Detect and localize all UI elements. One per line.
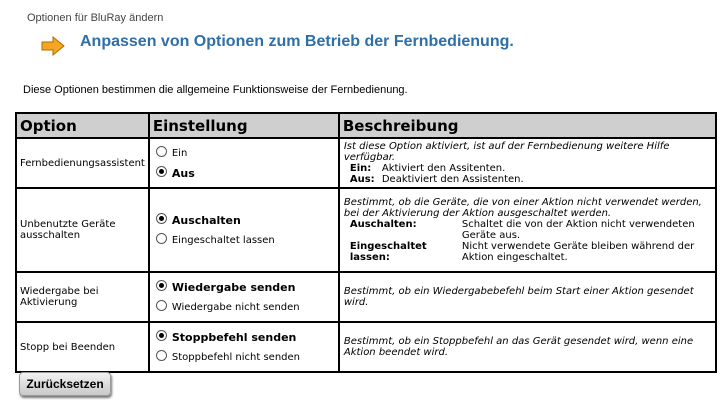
page-title: Anpassen von Optionen zum Betrieb der Fernbedienung. xyxy=(80,33,514,50)
radio-option-auschalten[interactable] xyxy=(156,210,332,230)
definition-text: Aktiviert den Assitenten. xyxy=(381,163,506,174)
radio-label: Ein xyxy=(171,147,188,159)
option-name: Stopp bei Beenden xyxy=(16,322,149,372)
radio-label: Auschalten xyxy=(171,213,241,227)
radio-option-eingeschaltet-lassen[interactable] xyxy=(156,230,332,250)
radio-label: Wiedergabe senden xyxy=(171,280,296,294)
radio-option-ein[interactable] xyxy=(156,143,332,163)
option-name: Unbenutzte Geräte ausschalten xyxy=(16,188,149,272)
definition-text: Schaltet die von der Aktion nicht verwendeten Geräte aus. xyxy=(461,219,695,241)
description-text: Bestimmt, ob die Geräte, die von einer Aktion nicht verwendet werden, bei der Aktivierung der Aktion ausgeschaltet werden. xyxy=(343,197,702,219)
radio-button[interactable] xyxy=(156,300,167,311)
table-row xyxy=(16,272,716,322)
options-table xyxy=(15,112,717,373)
setting-cell xyxy=(149,188,339,272)
option-name: Wiedergabe bei Aktivierung xyxy=(16,272,149,322)
definition-row xyxy=(350,219,711,241)
radio-option-wiedergabe-senden[interactable] xyxy=(156,277,332,297)
definition-term: Aus: xyxy=(349,174,375,185)
definition-row xyxy=(350,163,711,174)
radio-button-selected[interactable] xyxy=(156,166,167,177)
radio-option-stoppbefehl-senden[interactable] xyxy=(156,327,332,347)
header-description: Beschreibung xyxy=(339,113,716,138)
description-cell xyxy=(339,188,716,272)
table-row xyxy=(16,138,716,188)
table-header-row xyxy=(16,113,716,138)
radio-button[interactable] xyxy=(156,350,167,361)
definition-text: Nicht verwendete Geräte bleiben während der Aktion eingeschaltet. xyxy=(461,241,695,263)
description-cell xyxy=(339,322,716,372)
option-name: Fernbedienungsassistent xyxy=(16,138,149,188)
radio-option-stoppbefehl-nicht-senden[interactable] xyxy=(156,347,332,367)
reset-button[interactable]: Zurücksetzen xyxy=(19,372,111,396)
radio-button-selected[interactable] xyxy=(156,330,167,341)
description-text: Ist diese Option aktiviert, ist auf der Fernbedienung weitere Hilfe verfügbar. xyxy=(343,141,670,163)
arrow-right-icon xyxy=(41,36,65,56)
setting-cell xyxy=(149,272,339,322)
radio-label: Aus xyxy=(171,166,195,180)
radio-button[interactable] xyxy=(156,146,167,157)
radio-label: Eingeschaltet lassen xyxy=(171,234,275,246)
radio-button-selected[interactable] xyxy=(156,213,167,224)
header-option: Option xyxy=(16,113,149,138)
description-text: Bestimmt, ob ein Stoppbefehl an das Gerät gesendet wird, wenn eine Aktion beendet wird. xyxy=(343,336,694,358)
radio-label: Stoppbefehl senden xyxy=(171,330,297,344)
description-text: Bestimmt, ob ein Wiedergabebefehl beim Start einer Aktion gesendet wird. xyxy=(343,286,694,308)
description-cell xyxy=(339,138,716,188)
radio-option-aus[interactable] xyxy=(156,163,332,183)
definition-row xyxy=(350,241,711,263)
intro-text: Diese Optionen bestimmen die allgemeine Funktionsweise der Fernbedienung. xyxy=(23,84,408,96)
header-setting: Einstellung xyxy=(149,113,339,138)
setting-cell xyxy=(149,322,339,372)
definition-text: Deaktiviert den Assistenten. xyxy=(381,174,524,185)
radio-option-wiedergabe-nicht-senden[interactable] xyxy=(156,297,332,317)
radio-button[interactable] xyxy=(156,233,167,244)
definition-term: Ein: xyxy=(349,163,372,174)
radio-label: Wiedergabe nicht senden xyxy=(171,301,300,313)
table-row xyxy=(16,322,716,372)
radio-button-selected[interactable] xyxy=(156,280,167,291)
definition-row xyxy=(350,174,711,185)
definition-term: Auschalten: xyxy=(349,219,417,230)
description-cell xyxy=(339,272,716,322)
definition-term: Eingeschaltet lassen: xyxy=(349,241,427,263)
setting-cell xyxy=(149,138,339,188)
page-subtitle: Optionen für BluRay ändern xyxy=(27,12,164,24)
table-row xyxy=(16,188,716,272)
radio-label: Stoppbefehl nicht senden xyxy=(171,351,300,363)
